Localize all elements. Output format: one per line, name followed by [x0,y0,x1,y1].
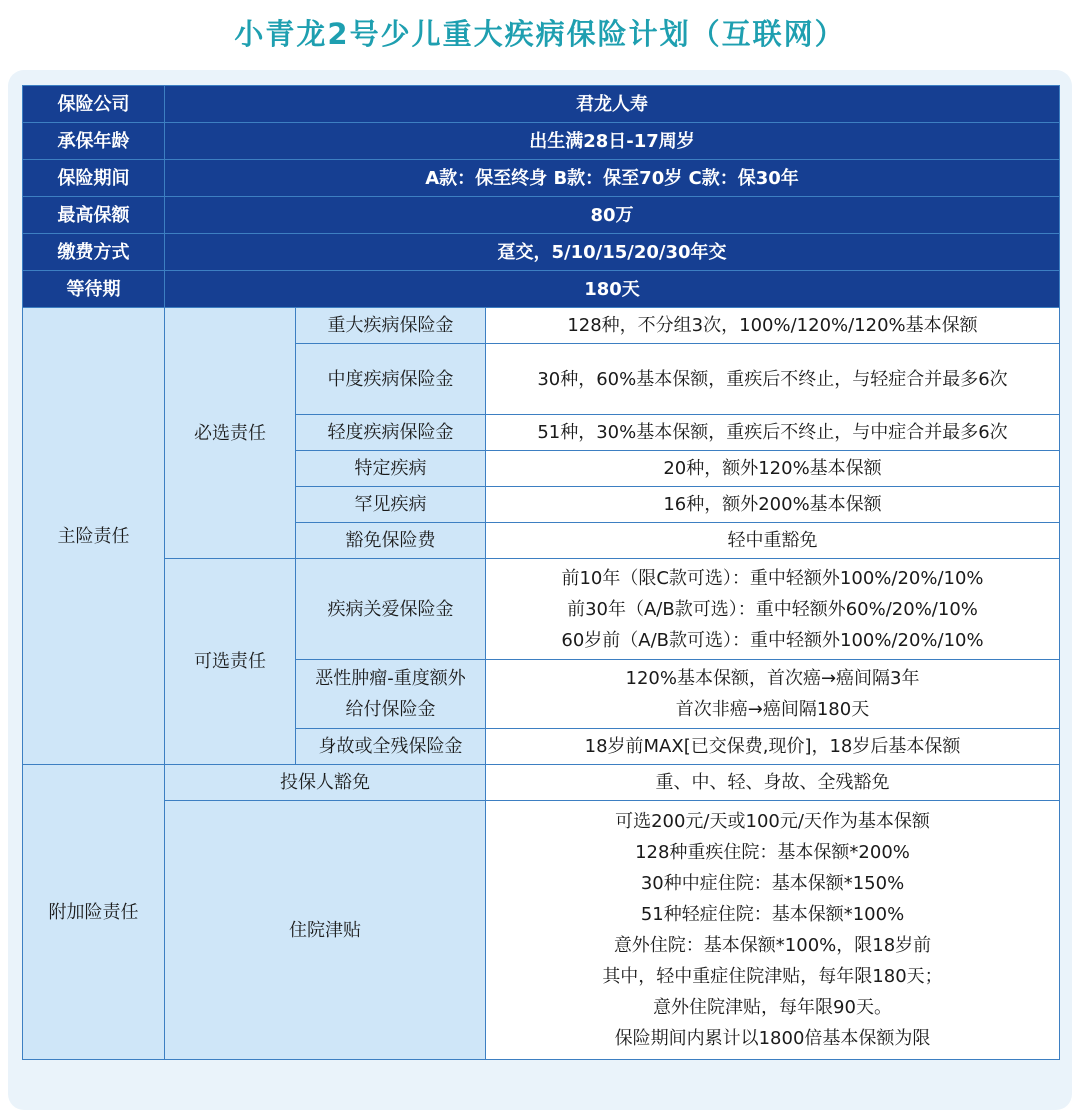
item-name: 豁免保险费 [296,523,486,559]
row-critical-illness [23,308,1060,344]
label-max-coverage: 最高保额 [23,197,165,234]
item-line: 可选200元/天或100元/天作为基本保额 [615,811,930,832]
item-value: 重、中、轻、身故、全残豁免 [486,765,1060,801]
item-value-multiline [486,559,1060,660]
item-name: 疾病关爱保险金 [296,559,486,660]
section-rider-coverage: 附加险责任 [23,765,165,1060]
group-optional: 可选责任 [165,559,296,765]
item-value: 51种，30%基本保额，重疾后不终止，与中症合并最多6次 [486,415,1060,451]
item-name: 重大疾病保险金 [296,308,486,344]
label-age: 承保年龄 [23,123,165,160]
item-line: 保险期间内累计以1800倍基本保额为限 [614,1028,931,1049]
item-line: 60岁前（A/B款可选）：重中轻额外100%/20%/10% [561,629,984,651]
item-line: 30种中症住院：基本保额*150% [640,873,905,894]
item-line: 120%基本保额，首次癌→癌间隔3年 [625,668,920,689]
item-value: 20种，额外120%基本保额 [486,451,1060,487]
item-line: 前30年（A/B款可选）：重中轻额外60%/20%/10% [567,598,978,620]
row-age [23,123,1060,160]
item-value: 128种，不分组3次，100%/120%/120%基本保额 [486,308,1060,344]
item-name: 轻度疾病保险金 [296,415,486,451]
group-required: 必选责任 [165,308,296,559]
value-waiting: 180天 [165,271,1060,308]
value-payment: 趸交，5/10/15/20/30年交 [165,234,1060,271]
item-value: 18岁前MAX[已交保费,现价]，18岁后基本保额 [486,729,1060,765]
row-max-coverage [23,197,1060,234]
section-main-coverage: 主险责任 [23,308,165,765]
row-illness-care [23,559,1060,660]
item-value-multiline [486,801,1060,1060]
label-company: 保险公司 [23,86,165,123]
item-line: 其中，轻中重症住院津贴，每年限180天； [602,966,943,987]
value-company: 君龙人寿 [165,86,1060,123]
row-policyholder-waiver [23,765,1060,801]
item-name-multiline [296,660,486,729]
item-name: 住院津贴 [165,801,486,1060]
row-company [23,86,1060,123]
value-max-coverage: 80万 [165,197,1060,234]
item-line: 前10年（限C款可选）：重中轻额外100%/20%/10% [561,567,984,589]
label-period: 保险期间 [23,160,165,197]
row-hospital-allowance [23,801,1060,1060]
item-name-line: 给付保险金 [345,699,436,720]
item-name: 罕见疾病 [296,487,486,523]
item-line: 意外住院：基本保额*100%，限18岁前 [613,935,932,956]
item-line: 意外住院津贴，每年限90天。 [653,997,892,1018]
item-value: 30种，60%基本保额，重疾后不终止，与轻症合并最多6次 [486,344,1060,415]
item-name: 身故或全残保险金 [296,729,486,765]
item-name: 特定疾病 [296,451,486,487]
row-period [23,160,1060,197]
item-name: 投保人豁免 [165,765,486,801]
item-value-multiline [486,660,1060,729]
item-name: 中度疾病保险金 [296,344,486,415]
item-value: 16种，额外200%基本保额 [486,487,1060,523]
item-line: 128种重疾住院：基本保额*200% [635,842,910,863]
row-payment [23,234,1060,271]
insurance-plan-table [22,85,1060,1060]
item-line: 51种轻症住院：基本保额*100% [640,904,905,925]
page-title: 小青龙2号少儿重大疾病保险计划（互联网） [234,17,846,51]
value-period: A款：保至终身 B款：保至70岁 C款：保30年 [165,160,1060,197]
value-age: 出生满28日-17周岁 [165,123,1060,160]
label-waiting: 等待期 [23,271,165,308]
item-value: 轻中重豁免 [486,523,1060,559]
label-payment: 缴费方式 [23,234,165,271]
item-line: 首次非癌→癌间隔180天 [675,699,870,720]
row-waiting [23,271,1060,308]
item-name-line: 恶性肿瘤-重度额外 [315,668,466,689]
